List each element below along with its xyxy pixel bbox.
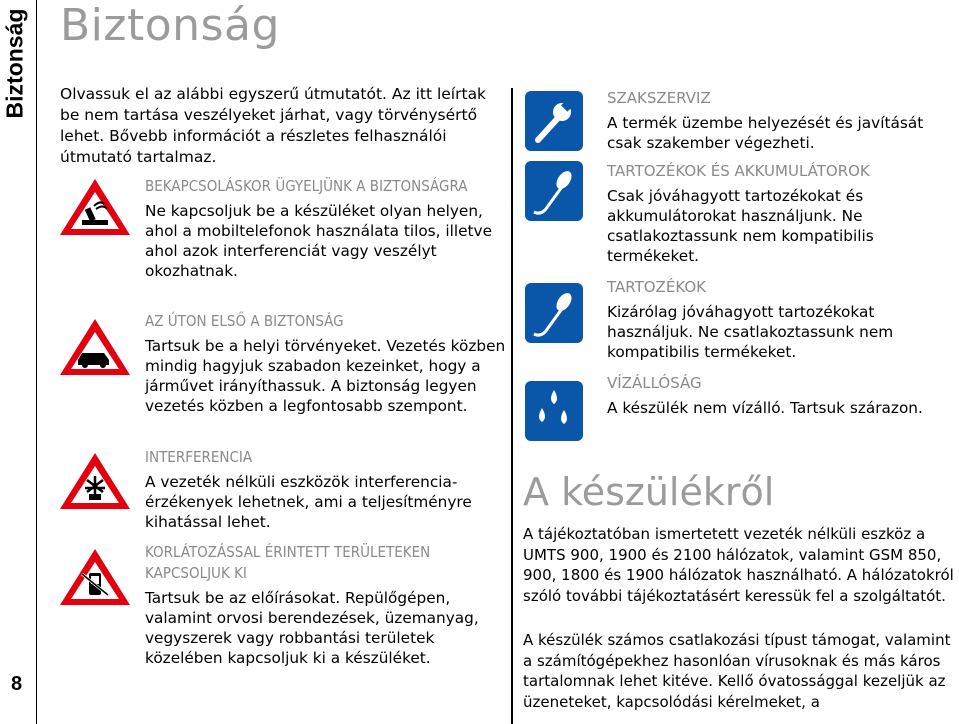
road-safety-car-warning-icon <box>58 316 133 378</box>
entry-interference <box>145 447 510 532</box>
entry-body: Tartsuk be az előírásokat. Repülőgépen, valamint orvosi berendezések, üzemanyag, vegyszerek vagy robbantási területek közelében kapcsoljuk ki a készüléket. <box>145 589 479 667</box>
entry-body: Tartsuk be a helyi törvényeket. Vezetés közben mindig hagyjuk szabadon kezeinket, hogy a járművet irányíthassuk. A biztonság legyen vezetés közben a legfontosabb szempont. <box>145 337 506 415</box>
entry-body: A készülék nem vízálló. Tartsuk szárazon. <box>607 399 923 417</box>
entry-switch-on-safely <box>145 176 510 281</box>
entry-road-safety <box>145 311 510 416</box>
entry-heading: TARTOZÉKOK ÉS AKKUMULÁTOROK <box>607 162 870 180</box>
entry-water-resistance <box>607 373 952 418</box>
intro-text: Olvassuk el az alábbi egyszerű útmutatót. Az itt leírtak be nem tartása veszélyeket járhat, vagy törvénysértő lehet. Bővebb információt a részletes felhasználói útmutató tartalmaz. <box>60 85 487 166</box>
page-title: Biztonság <box>60 0 280 51</box>
wrench-icon <box>524 90 584 152</box>
paragraph-connectivity: A készülék számos csatlakozási típust támogat, valamint a számítógépekhez hasonlóan vírusoknak és más káros tartalomnak lehet kitéve. Kellő óvatossággal kezeljük az üzeneteket, kapcsolódási kérelmeket, a <box>523 631 951 711</box>
entry-heading: SZAKSZERVIZ <box>607 89 711 107</box>
entry-body: Ne kapcsoljuk be a készüléket olyan helyen, ahol a mobiltelefonok használata tilos, illetve ahol azok interferenciát vagy veszélyt okozhatnak. <box>145 202 493 280</box>
side-tab <box>0 0 28 128</box>
entry-heading: KORLÁTOZÁSSAL ÉRINTETT TERÜLETEKEN KAPCSOLJUK KI <box>145 543 431 582</box>
entry-heading: INTERFERENCIA <box>145 448 253 466</box>
water-drops-icon <box>524 380 584 442</box>
restricted-areas-warning-icon <box>58 546 133 608</box>
side-divider <box>36 0 37 724</box>
entry-body: Csak jóváhagyott tartozékokat és akkumulátorokat használjunk. Ne csatlakoztassunk nem kompatibilis termékeket. <box>607 187 874 265</box>
accessory-plug-icon <box>524 282 584 344</box>
column-divider <box>511 88 513 724</box>
entry-heading: BEKAPCSOLÁSKOR ÜGYELJÜNK A BIZTONSÁGRA <box>145 177 468 195</box>
entry-accessories-batteries <box>607 161 952 266</box>
entry-restricted-areas <box>145 542 510 668</box>
entry-heading: VÍZÁLLÓSÁG <box>607 374 702 392</box>
entry-service <box>607 88 952 153</box>
paragraph-networks: A tájékoztatóban ismertetett vezeték nélküli eszköz a UMTS 900, 1900 és 2100 hálózatok, valamint GSM 850, 900, 1800 és 1900 hálózatok használható. A hálózatokról szóló további tájékoztatásért keressük fel a szolgáltatót. <box>523 525 954 605</box>
entry-body: A vezeték nélküli eszközök interferencia-érzékenyek lehetnek, ami a teljesítményre kihatással lehet. <box>145 473 472 531</box>
entry-body: Kizárólag jóváhagyott tartozékokat használjuk. Ne csatlakoztassunk nem kompatibilis termékeket. <box>607 303 894 361</box>
battery-accessory-icon <box>524 160 584 222</box>
entry-body: A termék üzembe helyezését és javítását csak szakember végezheti. <box>607 114 924 152</box>
page-number: 8 <box>11 673 23 695</box>
entry-heading: AZ ÚTON ELSŐ A BIZTONSÁG <box>145 312 344 330</box>
entry-accessories <box>607 277 952 362</box>
interference-warning-icon <box>58 450 133 512</box>
section-title: A készülékről <box>523 470 775 514</box>
entry-heading: TARTOZÉKOK <box>607 278 706 296</box>
switch-on-safely-warning-icon <box>58 176 133 238</box>
side-tab-label: Biztonság <box>1 8 28 119</box>
